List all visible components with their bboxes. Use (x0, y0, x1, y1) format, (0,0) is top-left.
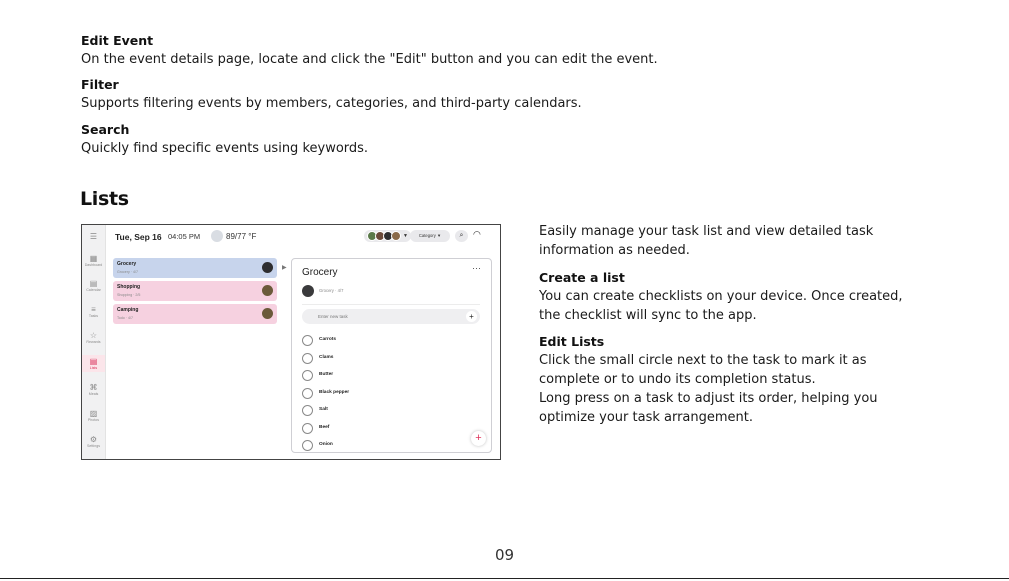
avatar (262, 308, 273, 319)
app-sidebar (82, 225, 106, 459)
task-name: Carrots (319, 337, 337, 342)
list-name: Grocery (117, 261, 137, 267)
edit-lists-line-2: complete or to undo its completion status. (539, 372, 816, 387)
category-filter-button[interactable]: Category ▼ (410, 230, 450, 242)
dashboard-icon: ▦ (89, 254, 98, 263)
caret-right-icon: ▶ (282, 265, 287, 271)
avatar (262, 262, 273, 273)
list-count: Shopping · 2/5 (117, 293, 141, 297)
edit-lists-heading: Edit Lists (539, 334, 605, 349)
task-checkbox[interactable] (302, 388, 313, 399)
list-detail-subtitle: Grocery · 4/7 (319, 288, 344, 293)
sidebar-item-label: Meals (88, 392, 99, 396)
app-topbar (106, 225, 500, 249)
topbar-temperature: 89/77 °F (226, 232, 257, 241)
sidebar-item-rewards[interactable] (82, 331, 105, 344)
sidebar-item-calendar[interactable] (82, 279, 105, 292)
wifi-icon: ◠ (473, 229, 481, 239)
sidebar-item-label: Photos (87, 418, 100, 422)
sidebar-item-menu[interactable] (82, 232, 105, 241)
edit-event-heading: Edit Event (81, 33, 154, 48)
member-filter-button[interactable] (364, 230, 411, 242)
chevron-down-icon: ▼ (403, 233, 408, 239)
task-name: Onion (319, 442, 333, 447)
task-checkbox[interactable] (302, 440, 313, 451)
list-detail-panel (291, 258, 492, 453)
create-list-line-2: the checklist will sync to the app. (539, 308, 757, 323)
photos-icon: ▨ (89, 409, 98, 418)
list-detail-title: Grocery (302, 267, 338, 278)
avatar (302, 285, 314, 297)
task-checkbox[interactable] (302, 423, 313, 434)
star-icon: ☆ (89, 331, 98, 340)
task-checkbox[interactable] (302, 405, 313, 416)
lists-intro-line-2: information as needed. (539, 243, 690, 258)
divider (302, 304, 480, 305)
task-name: Black pepper (319, 390, 350, 395)
app-screenshot (81, 224, 501, 460)
lists-icon: ▤ (89, 357, 98, 366)
sidebar-item-photos[interactable] (82, 409, 105, 422)
avatar (391, 231, 401, 241)
sidebar-item-label: Calendar (86, 288, 101, 292)
lists-title: Lists (80, 188, 129, 210)
filter-heading: Filter (81, 77, 119, 92)
list-item[interactable] (113, 304, 277, 324)
more-icon[interactable]: ··· (472, 263, 481, 273)
filter-text: Supports filtering events by members, categories, and third-party calendars. (81, 96, 582, 111)
calendar-icon: ▤ (89, 279, 98, 288)
meals-icon: ⌘ (89, 383, 98, 392)
sidebar-item-label: Tasks (88, 314, 99, 318)
list-item[interactable] (113, 258, 277, 278)
tasks-icon: ≡ (91, 305, 96, 314)
search-heading: Search (81, 122, 130, 137)
add-task-button[interactable]: + (466, 311, 477, 322)
topbar-date: Tue, Sep 16 (115, 232, 162, 242)
sidebar-item-label: Settings (87, 444, 100, 448)
edit-lists-line-4: optimize your task arrangement. (539, 410, 754, 425)
sidebar-item-meals[interactable] (82, 383, 105, 396)
sidebar-item-lists[interactable] (82, 355, 105, 372)
footer-divider (0, 578, 1009, 579)
create-list-line-1: You can create checklists on your device. Once created, (539, 289, 903, 304)
task-checkbox[interactable] (302, 335, 313, 346)
sidebar-item-tasks[interactable] (82, 305, 105, 318)
task-checkbox[interactable] (302, 353, 313, 364)
sidebar-item-label: Lists (89, 366, 98, 370)
task-name: Beef (319, 425, 330, 430)
task-name: Salt (319, 407, 328, 412)
search-text: Quickly find specific events using keywords. (81, 141, 369, 156)
avatar (262, 285, 273, 296)
edit-lists-line-1: Click the small circle next to the task to mark it as (539, 353, 867, 368)
add-fab-button[interactable]: + (471, 431, 486, 446)
list-count: Grocery · 4/7 (117, 270, 138, 274)
sidebar-item-settings[interactable] (82, 435, 105, 448)
sidebar-item-dashboard[interactable] (82, 254, 105, 267)
new-task-input[interactable] (302, 309, 480, 324)
weather-icon (211, 230, 223, 242)
edit-lists-line-3: Long press on a task to adjust its order, helping you (539, 391, 878, 406)
edit-event-text: On the event details page, locate and click the "Edit" button and you can edit the event. (81, 52, 658, 67)
gear-icon: ⚙ (89, 435, 98, 444)
list-count: Todo · 4/7 (117, 316, 133, 320)
new-task-placeholder: Enter new task (318, 314, 348, 319)
task-name: Butter (319, 372, 334, 377)
list-name: Shopping (117, 284, 141, 290)
topbar-time: 04:05 PM (168, 232, 201, 241)
list-name: Camping (117, 307, 139, 313)
lists-intro-line-1: Easily manage your task list and view detailed task (539, 224, 874, 239)
task-checkbox[interactable] (302, 370, 313, 381)
create-list-heading: Create a list (539, 270, 625, 285)
list-item[interactable] (113, 281, 277, 301)
menu-icon: ☰ (89, 232, 98, 241)
sidebar-item-label: Dashboard (84, 263, 103, 267)
sidebar-item-label: Rewards (86, 340, 101, 344)
task-name: Clams (319, 355, 334, 360)
page-number: 09 (494, 546, 515, 564)
search-icon[interactable]: ⌕ (455, 230, 468, 242)
